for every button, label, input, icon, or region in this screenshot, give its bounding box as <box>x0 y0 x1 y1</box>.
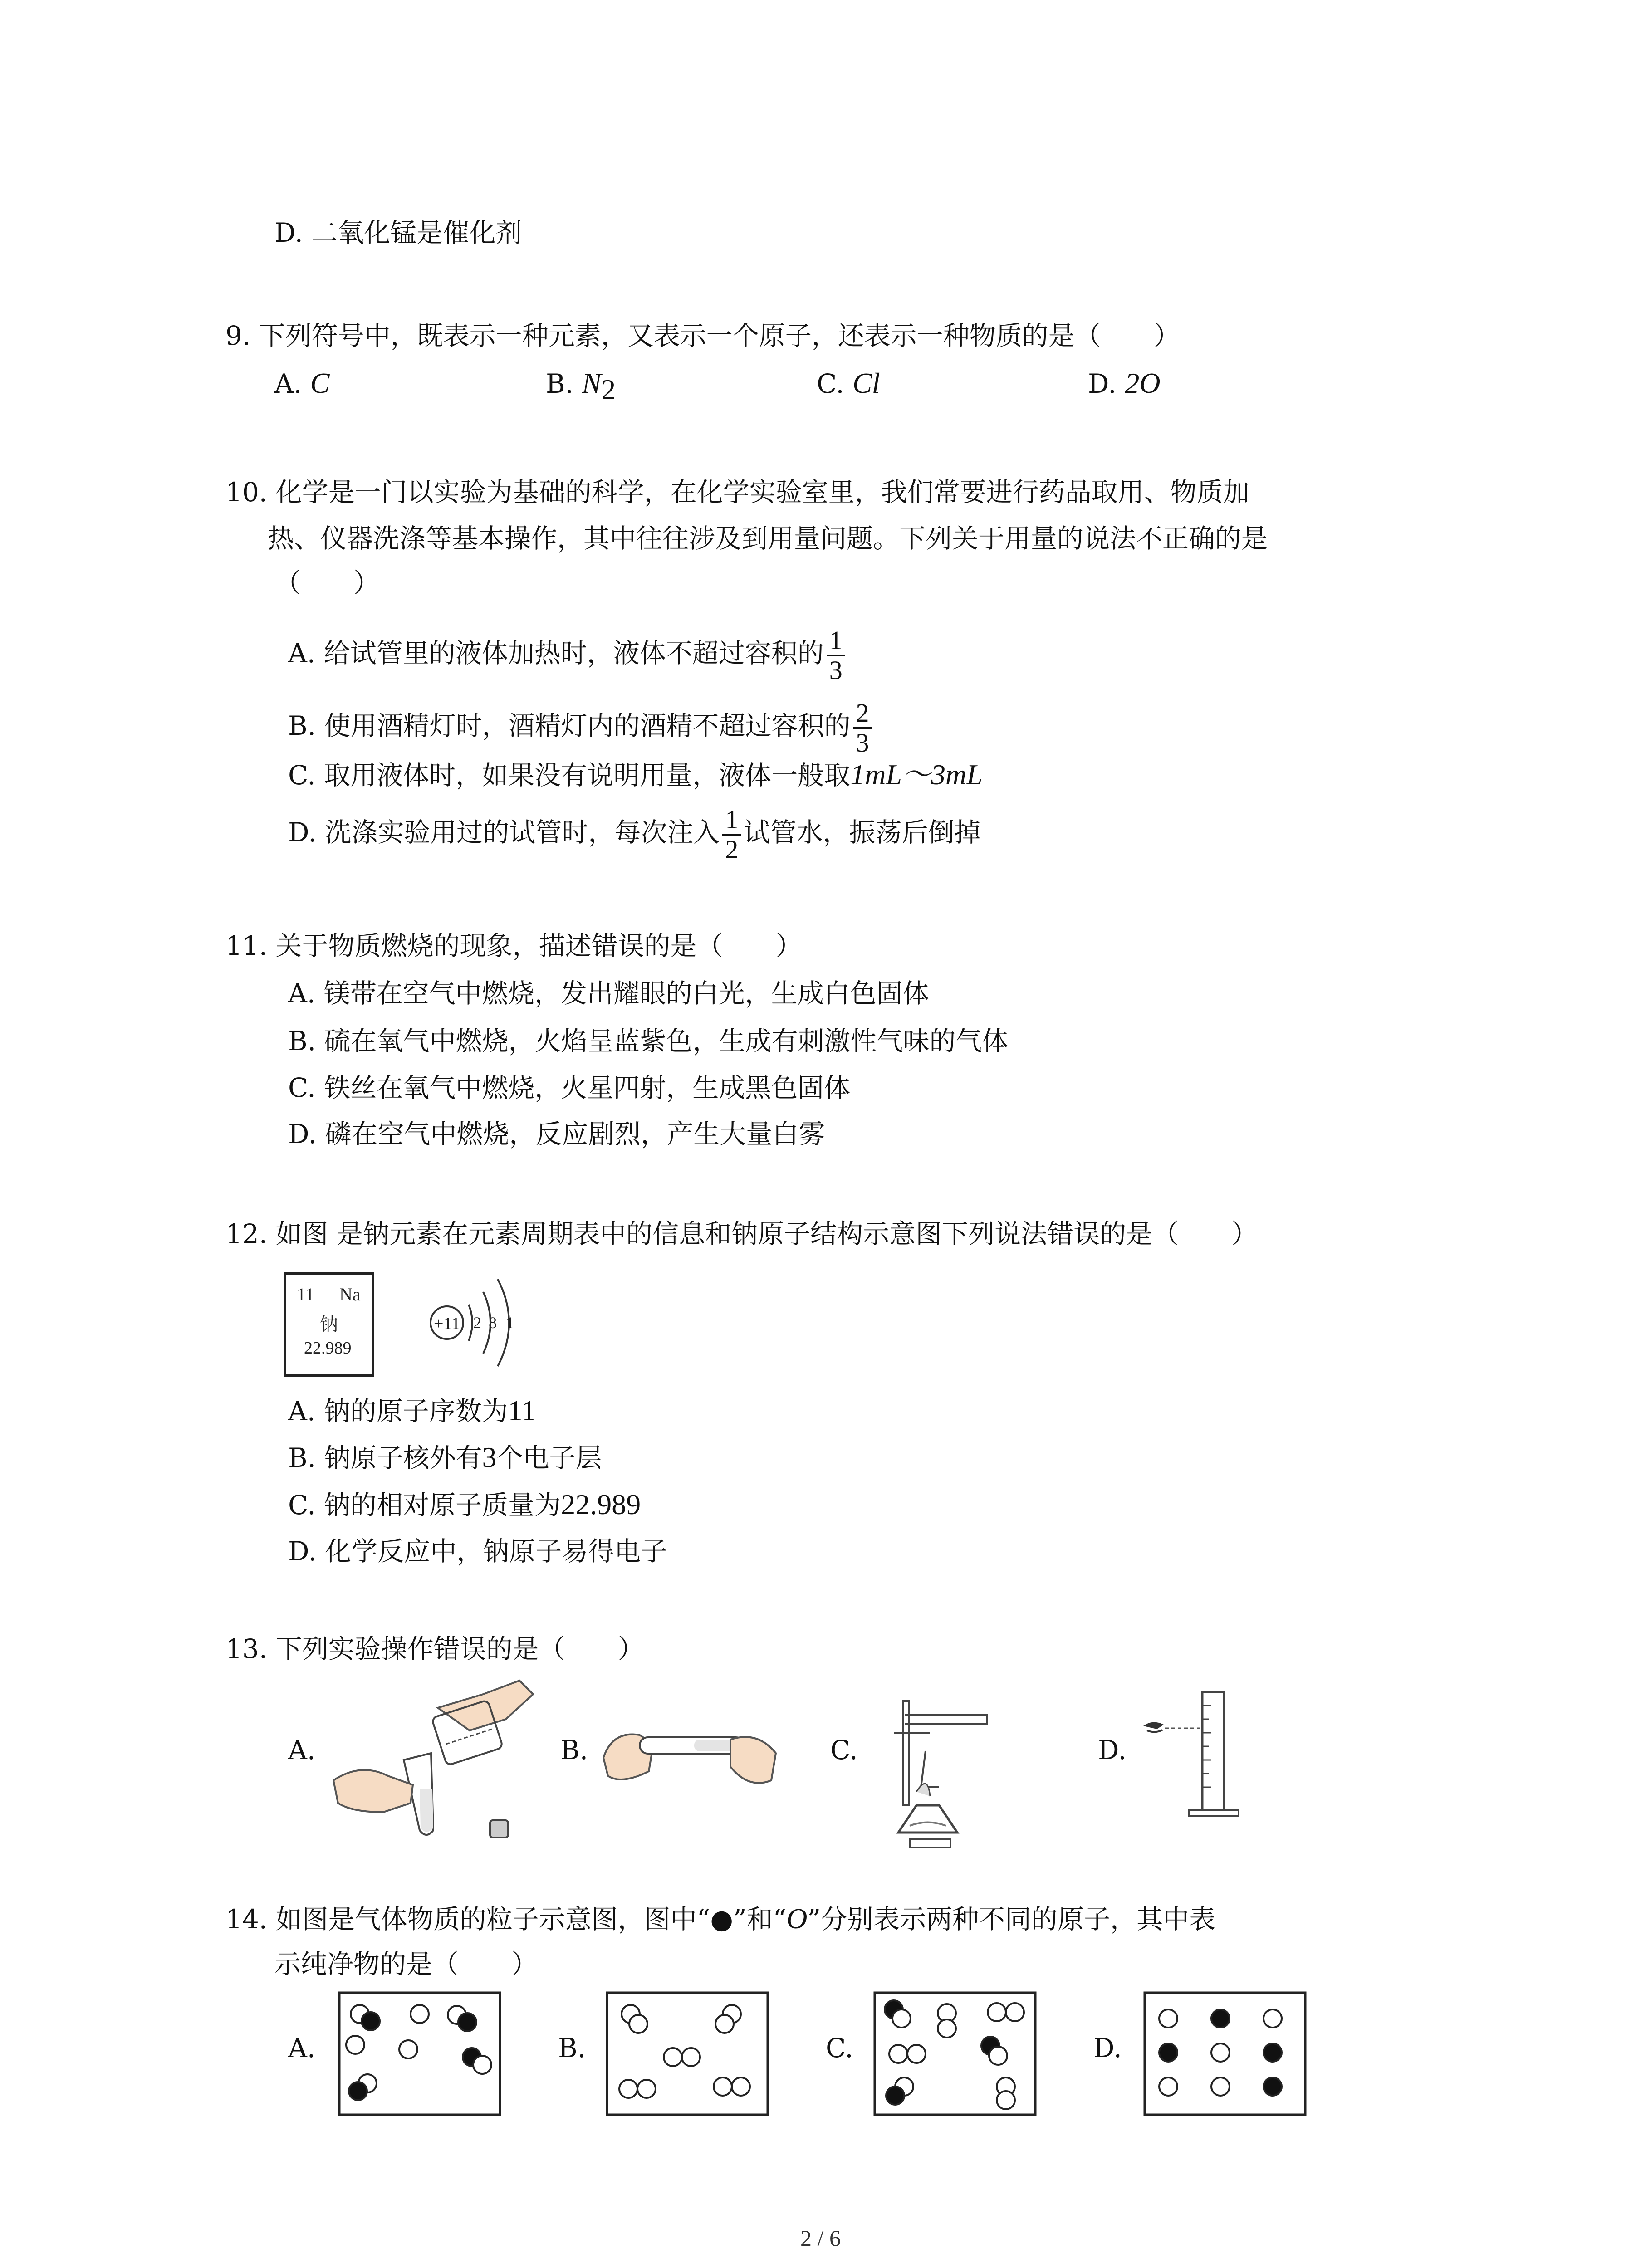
q12-sodium-element-cell <box>284 1272 374 1377</box>
q14-stem-line1: 14. 如图是气体物质的粒子示意图，图中“●”和“O”分别表示两种不同的原子，其中表 <box>225 1902 1216 1935</box>
q9-option-a: A. C <box>274 367 330 399</box>
q10-option-a-fraction: $\frac{1}{3}$ <box>827 626 845 684</box>
q11-option-c: C. 铁丝在氧气中燃烧，火星四射，生成黑色固体 <box>288 1072 851 1103</box>
q12-option-c: C. 钠的相对原子质量为22.989 <box>288 1488 641 1520</box>
atomic-number: 11 <box>297 1284 314 1305</box>
q13-stem: 13. 下列实验操作错误的是（ ） <box>225 1633 644 1664</box>
shell-2-electrons: 8 <box>489 1314 497 1332</box>
q10-stem-line3: （ ） <box>274 567 380 598</box>
q13-figure-c-heating-with-alcohol-lamp <box>867 1683 1003 1855</box>
q9-option-d: D. 2O <box>1088 367 1161 399</box>
q14-box-d-particles <box>1143 1991 1307 2116</box>
q14-box-a-particles <box>338 1991 501 2116</box>
q10-option-c-range: 1mL～3mL <box>850 758 983 791</box>
atomic-mass: 22.989 <box>304 1339 352 1358</box>
element-symbol: Na <box>339 1284 361 1305</box>
q9-stem: 9. 下列符号中，既表示一种元素，又表示一个原子，还表示一种物质的是（ ） <box>225 320 1180 351</box>
q10-option-a-text: A. 给试管里的液体加热时，液体不超过容积的 <box>288 638 824 669</box>
q10-option-d <box>288 798 980 866</box>
q12-option-a: A. 钠的原子序数为11 <box>288 1394 536 1427</box>
q13-figure-a-pouring-liquid <box>333 1676 538 1848</box>
q14-stem-line2: 示纯净物的是（ ） <box>274 1949 538 1980</box>
q13-label-c: C. <box>830 1735 858 1765</box>
shell-1-electrons: 2 <box>473 1314 481 1332</box>
q10-option-b-text: B. 使用酒精灯时，酒精灯内的酒精不超过容积的 <box>288 710 851 741</box>
q10-option-c-text: C. 取用液体时，如果没有说明用量，液体一般取 <box>288 760 851 791</box>
q11-option-d: D. 磷在空气中燃烧，反应剧烈，产生大量白雾 <box>288 1119 825 1149</box>
q11-option-a: A. 镁带在空气中燃烧，发出耀眼的白光，生成白色固体 <box>288 978 929 1009</box>
q13-label-b: B. <box>560 1735 588 1765</box>
element-name: 钠 <box>320 1314 338 1334</box>
q10-option-d-text-end: 试管水，振荡后倒掉 <box>744 817 981 848</box>
q14-box-c-particles <box>873 1991 1037 2116</box>
q13-figure-d-reading-graduated-cylinder <box>1139 1683 1257 1828</box>
q12-option-b: B. 钠原子核外有3个电子层 <box>288 1441 602 1473</box>
q10-stem-line2: 热、仪器洗涤等基本操作，其中往往涉及到用量问题。下列关于用量的说法不正确的是 <box>268 523 1268 554</box>
q13-label-d: D. <box>1098 1735 1127 1765</box>
q14-label-b: B. <box>558 2033 586 2063</box>
q10-option-d-fraction: $\frac{1}{2}$ <box>722 806 741 864</box>
q9-option-b: B. $N_2$ <box>546 367 616 406</box>
q10-option-b-fraction: $\frac{2}{3}$ <box>853 699 872 757</box>
q13-figure-b-shaking-test-tube <box>603 1712 780 1799</box>
q13-label-a: A. <box>288 1735 316 1765</box>
q11-option-b: B. 硫在氧气中燃烧，火焰呈蓝紫色，生成有刺激性气味的气体 <box>288 1026 1009 1056</box>
q14-label-a: A. <box>288 2033 316 2063</box>
q9-option-c: C. Cl <box>817 367 880 399</box>
q12-option-d: D. 化学反应中，钠原子易得电子 <box>288 1536 667 1567</box>
q10-option-b <box>288 692 875 760</box>
shell-3-electrons: 1 <box>506 1314 514 1332</box>
q12-sodium-atom-structure-diagram <box>420 1270 538 1388</box>
q10-option-a <box>288 619 848 687</box>
electron-shell-1 <box>469 1305 472 1341</box>
q10-option-d-text: D. 洗涤实验用过的试管时，每次注入 <box>288 817 720 848</box>
q8-option-d: D. 二氧化锰是催化剂 <box>274 217 522 248</box>
q14-label-d: D. <box>1093 2033 1122 2063</box>
q10-option-c <box>288 752 983 798</box>
q9-options <box>0 361 1641 406</box>
nucleus-charge: +11 <box>433 1314 460 1333</box>
page-number: 2 / 6 <box>800 2225 841 2251</box>
q12-stem: 12. 如图 是钠元素在元素周期表中的信息和钠原子结构示意图下列说法错误的是（ ） <box>225 1218 1258 1249</box>
q14-label-c: C. <box>826 2033 853 2063</box>
q11-stem: 11. 关于物质燃烧的现象，描述错误的是（ ） <box>225 930 802 961</box>
q10-stem-line1: 10. 化学是一门以实验为基础的科学，在化学实验室里，我们常要进行药品取用、物质加 <box>225 477 1249 508</box>
q14-box-b-particles <box>606 1991 769 2116</box>
